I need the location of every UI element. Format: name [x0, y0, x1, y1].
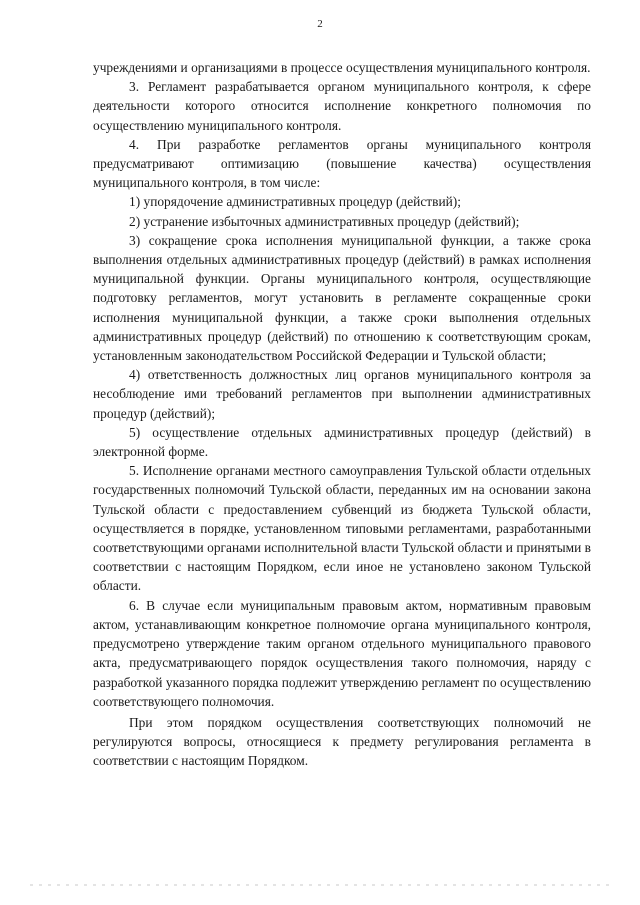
- paragraph-item-5: 5. Исполнение органами местного самоуправления Тульской области отдельных государственных полномочий Тульской области, переданных им на основании закона Тульской области с предоставлением субвенций из бюджета Тульской области, осуществляется в порядке, установленном типовыми регламентами, разработанными соответствующими органами исполнительной власти Тульской области и принятыми в соответствии с настоящим Порядком, если иное не установлено законом Тульской области.: [93, 463, 591, 594]
- paragraph-continued: учреждениями и организациями в процессе осуществления муниципального контроля.: [93, 60, 591, 75]
- paragraph-item-6: 6. В случае если муниципальным правовым актом, нормативным правовым актом, устанавливающим конкретное полномочие органа муниципального контроля, предусмотрено утверждение таким органом отдельного муниципального правового акта, предусматривающего порядок осуществления такого полномочия, наряду с разработкой указанного порядка подлежит утверждению регламент по осуществлению соответствующего полномочия.: [93, 597, 591, 709]
- paragraph-item-4: 4. При разработке регламентов органы муниципального контроля предусматривают оптимизацию (повышение качества) осуществления муниципального контроля, в том числе:: [93, 136, 591, 191]
- paragraph-final: При этом порядком осуществления соответствующих полномочий не регулируются вопросы, относящиеся к предмету регулирования регламента в соответствии с настоящим Порядком.: [93, 714, 591, 769]
- list-item-3: 3) сокращение срока исполнения муниципальной функции, а также срока выполнения отдельных административных процедур (действий) в рамках исполнения муниципальной функции. Органы муниципального контроля, осуществляющие подготовку регламентов, могут установить в регламенте сокращенные сроки исполнения муниципальной функции, а также сроки выполнения отдельных административных процедур (действий) по отношению к соответствующим срокам, установленным законодательством Российской Федерации и Тульской области;: [93, 232, 591, 364]
- list-item-1: 1) упорядочение административных процедур (действий);: [129, 194, 461, 210]
- list-item-4: 4) ответственность должностных лиц органов муниципального контроля за несоблюдение ими требований регламентов при выполнении административных процедур (действий);: [93, 367, 591, 421]
- document-body: [93, 58, 591, 771]
- scan-artifact-line: [30, 884, 610, 886]
- list-item-2: 2) устранение избыточных административных процедур (действий);: [129, 213, 520, 229]
- page-number: 2: [317, 18, 323, 30]
- list-item-5: 5) осуществление отдельных административных процедур (действий) в электронной форме.: [93, 424, 591, 460]
- paragraph-item-3: 3. Регламент разрабатывается органом муниципального контроля, к сфере деятельности которого относится исполнение конкретного полномочия по осуществлению муниципального контроля.: [93, 79, 591, 133]
